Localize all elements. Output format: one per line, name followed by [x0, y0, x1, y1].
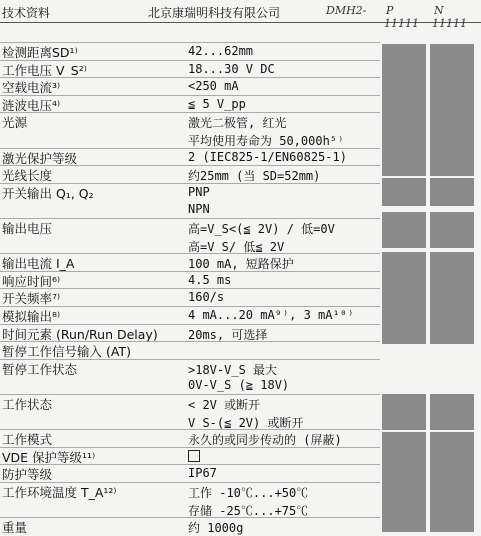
spec-label: 光线长度	[2, 168, 53, 184]
row-divider	[0, 218, 380, 219]
spec-row	[0, 482, 380, 500]
spec-value: <250 mA	[188, 79, 239, 94]
spec-label: 重量	[2, 520, 28, 536]
row-divider	[0, 271, 380, 272]
spec-row	[0, 376, 380, 394]
spec-value: ≦ 5 V_pp	[188, 96, 246, 111]
spec-value: IP67	[188, 466, 217, 481]
row-divider	[0, 165, 380, 166]
spec-row	[0, 42, 380, 60]
spec-row	[0, 500, 380, 518]
spec-value: 4.5 ms	[188, 272, 232, 287]
col-p-shade	[382, 432, 426, 532]
company-name: 北京康瑞明科技有限公司	[148, 6, 281, 20]
spec-label: VDE 保护等级¹¹⁾	[2, 449, 96, 465]
spec-row	[0, 112, 380, 130]
spec-value: 20ms, 可选择	[188, 327, 268, 342]
row-divider	[0, 429, 380, 430]
col-n-code: 11111	[432, 17, 467, 30]
col-p-code: 11111	[384, 17, 419, 30]
spec-row	[0, 324, 380, 342]
spec-label: 防护等级	[2, 467, 53, 483]
spec-row	[0, 236, 380, 254]
spec-row	[0, 412, 380, 430]
row-divider	[0, 482, 380, 483]
row-divider	[0, 341, 380, 342]
spec-value: >18V-V_S 最大	[188, 362, 278, 377]
spec-value: 2 (IEC825-1/EN60825-1)	[188, 149, 347, 164]
spec-row	[0, 60, 380, 78]
spec-label: 模拟输出⁸⁾	[2, 309, 61, 324]
spec-value: V_S-(≦ 2V) 或断开	[188, 415, 304, 430]
spec-row	[0, 517, 380, 535]
spec-value: 100 mA, 短路保护	[188, 257, 294, 272]
model-code: DMH2-	[326, 4, 367, 17]
spec-value: 高=V_S<(≦ 2V) / 低=0V	[188, 222, 335, 236]
spec-row	[0, 288, 380, 306]
row-divider	[0, 306, 380, 307]
spec-row	[0, 341, 380, 359]
spec-row	[0, 148, 380, 166]
row-divider	[0, 359, 380, 360]
spec-row	[0, 306, 380, 324]
spec-value: 约25mm (当 SD=52mm)	[188, 169, 321, 184]
col-n-shade	[430, 178, 474, 206]
spec-label: 工作模式	[2, 432, 53, 448]
spec-label: 工作电压 V_S²⁾	[2, 62, 87, 78]
row-divider	[0, 77, 380, 78]
spec-row	[0, 359, 380, 377]
spec-label: 输出电压	[2, 221, 53, 236]
spec-value: 高=V_S/ 低≦ 2V	[188, 239, 285, 254]
spec-label: 开关频率⁷⁾	[2, 291, 61, 307]
spec-label: 时间元素 (Run/Run Delay)	[2, 326, 158, 342]
spec-label: 响应时间⁶⁾	[2, 273, 61, 289]
col-n-shade	[430, 212, 474, 248]
row-divider	[0, 148, 380, 149]
col-n-shade	[430, 432, 474, 532]
spec-row	[0, 200, 380, 218]
col-n-title: N	[434, 4, 444, 17]
spec-label: 涟波电压⁴⁾	[2, 97, 61, 113]
row-divider	[0, 517, 380, 518]
spec-label: 开关输出 Q₁, Q₂	[2, 185, 94, 201]
spec-label: 输出电流 I_A	[2, 256, 75, 272]
spec-row	[0, 183, 380, 201]
spec-row	[0, 394, 380, 412]
spec-value: 永久的或同步传动的 (屏蔽)	[188, 433, 342, 448]
spec-value: 18...30 V DC	[188, 61, 275, 76]
spec-value: NPN	[188, 202, 210, 217]
spec-row	[0, 218, 380, 236]
spec-value: 工作 -10℃...+50℃	[188, 486, 309, 500]
spec-label: 激光保护等级	[2, 150, 78, 166]
spec-row	[0, 447, 380, 465]
col-p-shade	[382, 44, 426, 176]
row-divider	[0, 60, 380, 61]
row-divider	[0, 253, 380, 254]
col-p-title: P	[386, 4, 394, 17]
spec-label: 检测距离SD¹⁾	[2, 45, 78, 60]
spec-value: 0V-V_S (≧ 18V)	[188, 378, 290, 393]
col-p-shade	[382, 178, 426, 206]
spec-value: < 2V 或断开	[188, 398, 261, 412]
spec-label: 空载电流³⁾	[2, 80, 61, 96]
spec-value: PNP	[188, 184, 210, 199]
spec-value: 42...62mm	[188, 44, 254, 58]
row-divider	[0, 183, 380, 184]
row-divider	[0, 324, 380, 325]
col-n-shade	[430, 44, 474, 176]
col-p-shade	[382, 212, 426, 248]
col-p-shade	[382, 394, 426, 430]
spec-value: 160/s	[188, 290, 225, 305]
section-title: 技术资料	[2, 6, 51, 20]
row-divider	[0, 112, 380, 113]
spec-value: 平均使用寿命为 50,000h⁵⁾	[188, 134, 345, 148]
row-divider	[0, 288, 380, 289]
vde-box-icon	[188, 450, 200, 462]
spec-label: 暂停工作信号输入 (AT)	[2, 344, 131, 360]
spec-value: 4 mA...20 mA⁹⁾, 3 mA¹⁰⁾	[188, 308, 355, 322]
col-p-shade	[382, 252, 426, 344]
spec-label: 工作环境温度 T_A¹²⁾	[2, 485, 117, 500]
spec-row	[0, 464, 380, 482]
spec-row	[0, 130, 380, 148]
spec-value: 约 1000g	[188, 521, 244, 536]
spec-label: 工作状态	[2, 397, 53, 412]
col-n-shade	[430, 252, 474, 344]
row-divider	[0, 394, 380, 395]
spec-label: 光源	[2, 115, 28, 131]
spec-value: 激光二极管, 红光	[188, 116, 287, 131]
spec-row	[0, 253, 380, 271]
row-divider	[0, 42, 380, 43]
spec-row	[0, 165, 380, 183]
spec-row	[0, 77, 380, 95]
row-divider	[0, 447, 380, 448]
row-divider	[0, 464, 380, 465]
spec-label: 暂停工作状态	[2, 361, 78, 377]
row-divider	[0, 95, 380, 96]
spec-row	[0, 271, 380, 289]
spec-value: 存储 -25℃...+75℃	[188, 503, 309, 518]
spec-row	[0, 429, 380, 447]
col-n-shade	[430, 394, 474, 430]
spec-row	[0, 95, 380, 113]
